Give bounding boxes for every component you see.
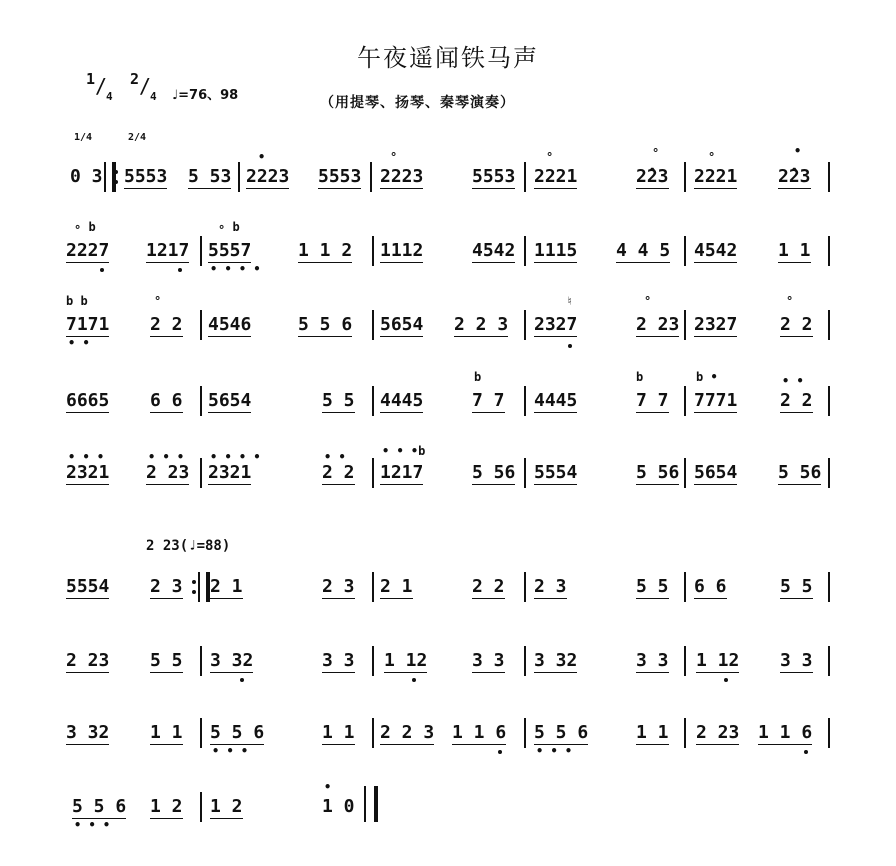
harmonic-mark: °: [652, 146, 660, 160]
note-group: 7171: [66, 314, 110, 335]
ts-denominator: 4: [150, 90, 157, 103]
upper-octave-dots: • • • •: [210, 450, 261, 464]
barline: [828, 162, 830, 192]
start-repeat-barline: [104, 162, 116, 192]
note-group: 4445: [534, 390, 578, 411]
note-group: 5654: [694, 462, 738, 483]
note-group: 2221: [694, 166, 738, 187]
lower-octave-dots: • • •: [536, 744, 573, 758]
barline: [524, 646, 526, 676]
upper-octave-dots: • • •b: [382, 444, 426, 458]
note-group: 1 1 2: [298, 240, 353, 261]
lower-octave-dot: [240, 678, 244, 682]
repeat-dot: [192, 580, 196, 584]
ts-slash: /: [139, 74, 152, 98]
note-group: 2 2: [780, 314, 813, 335]
barline: [828, 718, 830, 748]
note-group: 6 6: [694, 576, 727, 597]
barline: [200, 386, 202, 416]
barline: [828, 236, 830, 266]
barline: [372, 458, 374, 488]
lower-octave-dot: [412, 678, 416, 682]
repeat-dot: [114, 170, 118, 174]
note-group: 2 3: [150, 576, 183, 597]
note-group: 0 3: [70, 166, 103, 187]
note-group: 1115: [534, 240, 578, 261]
ts-denominator: 4: [106, 90, 113, 103]
note-group: 2321: [208, 462, 252, 483]
note-group: 1217: [146, 240, 190, 261]
upper-octave-dots: • •: [782, 374, 804, 388]
barline: [200, 718, 202, 748]
note-group: 4542: [472, 240, 516, 261]
grace-annotation: 2 23(♩=88): [146, 538, 231, 554]
instrumentation-note: （用提琴、扬琴、秦琴演奏）: [320, 95, 515, 111]
lower-octave-dot: [178, 268, 182, 272]
barline: [238, 162, 240, 192]
lower-octave-dot: [724, 678, 728, 682]
barline: [524, 458, 526, 488]
note-group: 5 5: [780, 576, 813, 597]
note-group: 5 5: [150, 650, 183, 671]
note-group: 6665: [66, 390, 110, 411]
note-group: 5 56: [778, 462, 822, 483]
barline: [370, 162, 372, 192]
flat-mark: ∘ b: [74, 220, 96, 234]
note-group: 2̂23: [636, 166, 669, 187]
note-group: 1 1 6: [758, 722, 813, 743]
note-group: 1 12: [384, 650, 428, 671]
barline: [524, 236, 526, 266]
lower-octave-dot: [100, 268, 104, 272]
note-group: 2221: [534, 166, 578, 187]
lower-octave-dots: • • •: [74, 818, 111, 832]
barline: [524, 310, 526, 340]
note-group: 3 32: [210, 650, 254, 671]
ts-numerator: 1: [86, 70, 96, 88]
barline: [524, 572, 526, 602]
note-group: 2̂23: [778, 166, 811, 187]
note-group: 1 1: [150, 722, 183, 743]
note-group: 1 2: [150, 796, 183, 817]
barline: [684, 718, 686, 748]
note-group: 4 4 5: [616, 240, 671, 261]
barline: [200, 646, 202, 676]
note-group: 5 56: [472, 462, 516, 483]
note-group: 2 23: [696, 722, 740, 743]
barline: [828, 646, 830, 676]
lower-octave-dot: [498, 750, 502, 754]
lower-octave-dots: • •: [68, 336, 90, 350]
harmonic-mark: °: [390, 150, 398, 164]
barline: [684, 458, 686, 488]
note-group: 2223: [246, 166, 290, 187]
flat-mark: b: [636, 370, 644, 384]
note-group: 1 2: [210, 796, 243, 817]
barline: [372, 646, 374, 676]
note-group: 5553: [472, 166, 516, 187]
barline: [828, 572, 830, 602]
barline: [372, 236, 374, 266]
note-group: 1112: [380, 240, 424, 261]
note-group: 5 5 6: [72, 796, 127, 817]
harmonic-mark: °: [154, 294, 162, 308]
barline: [524, 718, 526, 748]
natural-mark: ♮: [566, 294, 574, 308]
lower-octave-dot: [804, 750, 808, 754]
note-group: 5554: [534, 462, 578, 483]
flat-mark: b b: [66, 294, 88, 308]
repeat-dot: [114, 180, 118, 184]
barline: [684, 572, 686, 602]
barline: [828, 310, 830, 340]
note-group: 7 7: [636, 390, 669, 411]
note-group: 3 3: [636, 650, 669, 671]
note-group: 2321: [66, 462, 110, 483]
barline: [200, 236, 202, 266]
note-group: 2227: [66, 240, 110, 261]
barline: [372, 572, 374, 602]
note-group: 2 2 3: [380, 722, 435, 743]
barline: [684, 646, 686, 676]
note-group: 3 3: [322, 650, 355, 671]
barline: [684, 236, 686, 266]
lower-octave-dots: • • • •: [210, 262, 261, 276]
accent-dot: •: [258, 150, 266, 164]
ts-numerator: 2: [130, 70, 140, 88]
barline: [828, 386, 830, 416]
note-group: 2 1: [380, 576, 413, 597]
note-group: 7 7: [472, 390, 505, 411]
note-group: 2 2 3: [454, 314, 509, 335]
note-group: 5 56: [636, 462, 680, 483]
note-group: 2 3: [322, 576, 355, 597]
note-group: 2 1: [210, 576, 243, 597]
note-group: 5553: [124, 166, 168, 187]
barline: [200, 458, 202, 488]
upper-octave-dots: • • •: [148, 450, 185, 464]
repeat-dot: [192, 590, 196, 594]
note-group: 1 1: [322, 722, 355, 743]
tempo-marking: ♩=76、98: [172, 88, 239, 103]
barline: [684, 310, 686, 340]
note-group: 4445: [380, 390, 424, 411]
barline: [684, 162, 686, 192]
note-group: 2327: [534, 314, 578, 335]
barline: [828, 458, 830, 488]
note-group: 5557: [208, 240, 252, 261]
note-group: 1 1: [636, 722, 669, 743]
lower-octave-dot: [568, 344, 572, 348]
upper-octave-dots: • • •: [68, 450, 105, 464]
upper-octave-dots: • •: [324, 450, 346, 464]
note-group: 2 23: [66, 650, 110, 671]
note-group: 1 1 6: [452, 722, 507, 743]
note-group: 4546: [208, 314, 252, 335]
end-repeat-barline: [198, 572, 210, 602]
note-group: 5 5 6: [298, 314, 353, 335]
harmonic-mark: °: [708, 150, 716, 164]
note-group: 2 2: [472, 576, 505, 597]
accent-dot: •: [794, 144, 802, 158]
note-group: 3 3: [780, 650, 813, 671]
note-group: 2 3: [534, 576, 567, 597]
note-group: 5 5 6: [534, 722, 589, 743]
note-group: 2327: [694, 314, 738, 335]
barline: [200, 792, 202, 822]
barline: [524, 386, 526, 416]
note-group: 2 2: [780, 390, 813, 411]
note-group: 5 5 6: [210, 722, 265, 743]
flat-mark: ∘ b: [218, 220, 240, 234]
note-group: 3 32: [66, 722, 110, 743]
flat-mark: b: [474, 370, 482, 384]
note-group: 4542: [694, 240, 738, 261]
note-group: 5554: [66, 576, 110, 597]
note-group: 5654: [208, 390, 252, 411]
note-group: 5 53: [188, 166, 232, 187]
note-group: 2 2: [322, 462, 355, 483]
harmonic-mark: °: [546, 150, 554, 164]
barline: [524, 162, 526, 192]
harmonic-mark: °: [644, 294, 652, 308]
note-group: 5 5: [322, 390, 355, 411]
note-group: 7771: [694, 390, 738, 411]
note-group: 1 0: [322, 796, 355, 817]
lower-octave-dots: • • •: [212, 744, 249, 758]
barline: [372, 386, 374, 416]
harmonic-mark: °: [786, 294, 794, 308]
upper-octave-dot: •: [324, 780, 332, 794]
note-group: 3 3: [472, 650, 505, 671]
note-group: 5654: [380, 314, 424, 335]
note-group: 3 32: [534, 650, 578, 671]
note-group: 5 5: [636, 576, 669, 597]
flat-mark: b •: [696, 370, 718, 384]
note-group: 2 23: [146, 462, 190, 483]
final-barline: [364, 786, 378, 822]
small-ts-marker-2: 2/4: [128, 132, 147, 143]
piece-title: 午夜遥闻铁马声: [357, 44, 539, 72]
ts-slash: /: [95, 74, 108, 98]
note-group: 1217: [380, 462, 424, 483]
barline: [372, 310, 374, 340]
barline: [200, 310, 202, 340]
note-group: 2 2: [150, 314, 183, 335]
note-group: 6 6: [150, 390, 183, 411]
barline: [684, 386, 686, 416]
note-group: 5553: [318, 166, 362, 187]
barline: [372, 718, 374, 748]
note-group: 2223: [380, 166, 424, 187]
note-group: 1 1: [778, 240, 811, 261]
note-group: 1 12: [696, 650, 740, 671]
small-ts-marker-1: 1/4: [74, 132, 93, 143]
note-group: 2 23: [636, 314, 680, 335]
